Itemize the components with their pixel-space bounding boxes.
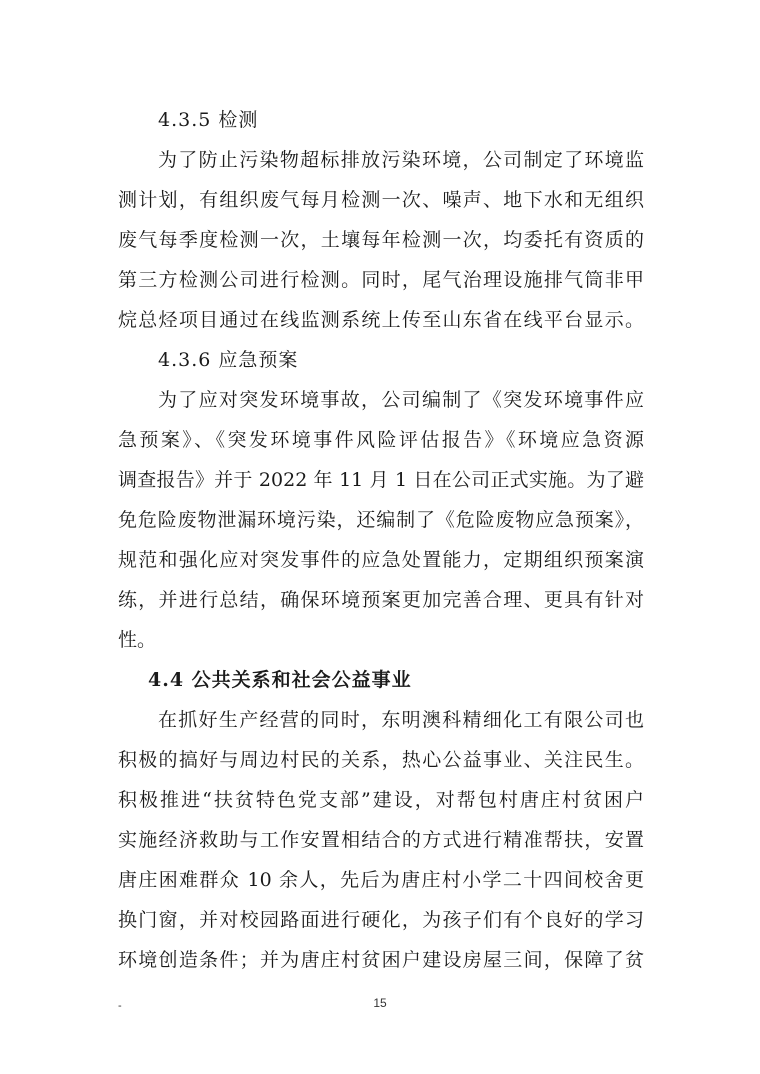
section-heading-4-3-5: 4.3.5 检测 (158, 109, 259, 131)
paragraph-line: 废气每季度检测一次，土壤每年检测一次，均委托有资质的 (118, 229, 644, 251)
paragraph-line: 为了防止污染物超标排放污染环境，公司制定了环境监 (158, 149, 644, 171)
paragraph-line: 急预案》、《突发环境事件风险评估报告》《环境应急资源 (118, 429, 644, 451)
page-number: 15 (373, 996, 387, 1010)
paragraph-line: 调查报告》并于 2022 年 11 月 1 日在公司正式实施。为了避 (118, 469, 644, 491)
paragraph-line: 第三方检测公司进行检测。同时，尾气治理设施排气筒非甲 (118, 269, 644, 291)
section-heading-4-4: 4.4 公共关系和社会公益事业 (148, 669, 412, 691)
paragraph-line: 练，并进行总结，确保环境预案更加完善合理、更具有针对 (118, 589, 644, 611)
section-heading-4-3-6: 4.3.6 应急预案 (158, 349, 299, 371)
paragraph-line: 测计划，有组织废气每月检测一次、噪声、地下水和无组织 (118, 189, 644, 211)
paragraph-line: 性。 (118, 629, 157, 651)
paragraph-line: 为了应对突发环境事故，公司编制了《突发环境事件应 (158, 389, 644, 411)
paragraph-line: 积极推进“扶贫特色党支部”建设，对帮包村唐庄村贫困户 (118, 789, 644, 811)
paragraph-line: 积极的搞好与周边村民的关系，热心公益事业、关注民生。 (118, 749, 644, 771)
paragraph-line: 换门窗，并对校园路面进行硬化，为孩子们有个良好的学习 (118, 909, 644, 931)
paragraph-line: 实施经济救助与工作安置相结合的方式进行精准帮扶，安置 (118, 829, 644, 851)
paragraph-line: 在抓好生产经营的同时，东明澳科精细化工有限公司也 (158, 709, 644, 731)
paragraph-line: 环境创造条件；并为唐庄村贫困户建设房屋三间，保障了贫 (118, 949, 644, 971)
paragraph-line: 烷总烃项目通过在线监测系统上传至山东省在线平台显示。 (118, 309, 644, 331)
paragraph-line: 规范和强化应对突发事件的应急处置能力，定期组织预案演 (118, 549, 644, 571)
footer-mark: - (118, 1000, 122, 1012)
paragraph-line: 唐庄困难群众 10 余人，先后为唐庄村小学二十四间校舍更 (118, 869, 644, 891)
paragraph-line: 免危险废物泄漏环境污染，还编制了《危险废物应急预案》， (118, 509, 644, 531)
